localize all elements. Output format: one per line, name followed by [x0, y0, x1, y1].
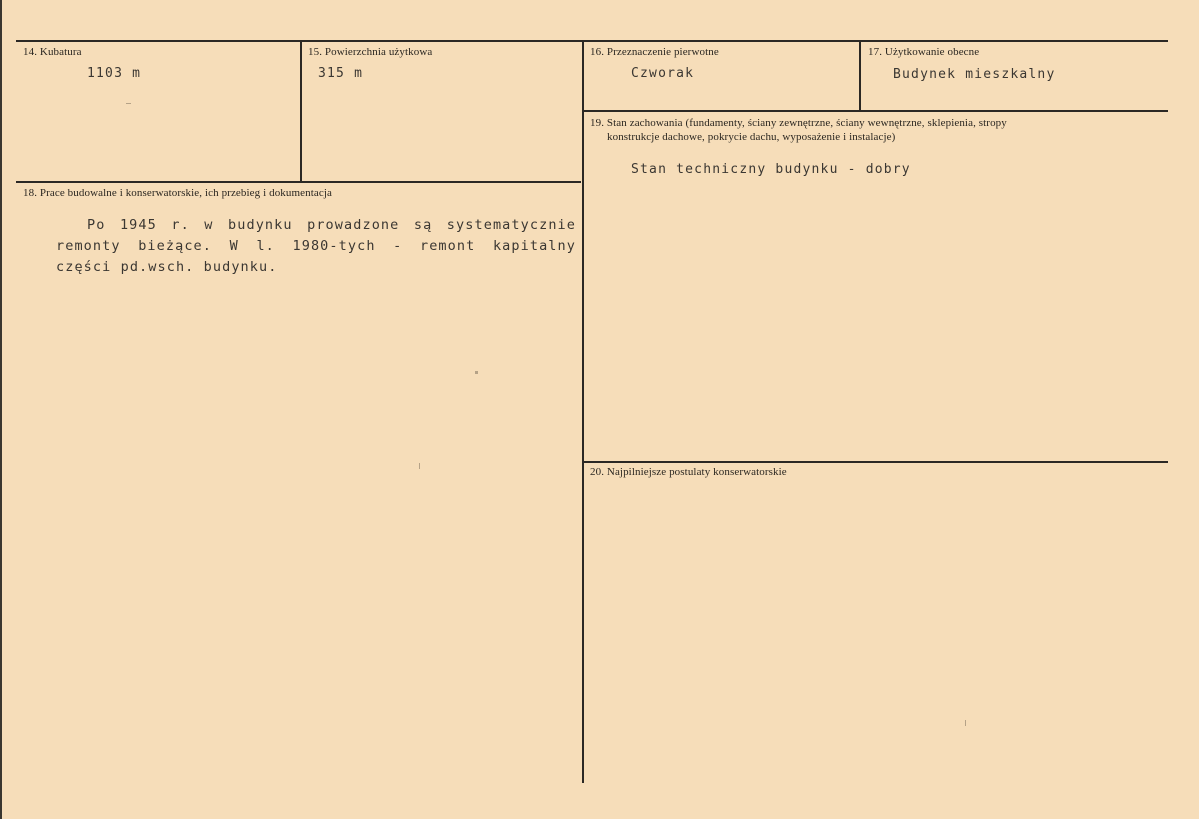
field-18-label: 18. Prace budowalne i konserwatorskie, ich przebieg i dokumentacja — [23, 187, 332, 199]
divider-main — [582, 42, 584, 783]
field-16-label: 16. Przeznaczenie pierwotne — [590, 46, 719, 58]
field-17-label: 17. Użytkowanie obecne — [868, 46, 980, 58]
divider-14-15 — [300, 42, 302, 181]
field-15-label: 15. Powierzchnia użytkowa — [308, 46, 433, 58]
paper-speck — [475, 371, 478, 374]
field-16-value: Czworak — [631, 66, 695, 81]
rule-above-18 — [16, 181, 581, 183]
field-14-value: 1103 m — [87, 66, 142, 81]
field-18-text — [56, 215, 576, 278]
field-19-label-line-1: 19. Stan zachowania (fundamenty, ściany zewnętrzne, ściany wewnętrzne, sklepienia, stropy — [590, 117, 1007, 129]
field-15-value: 315 m — [318, 66, 364, 81]
field-18-line-3: części pd.wsch. budynku. — [56, 259, 278, 275]
field-14-label: 14. Kubatura — [23, 46, 82, 58]
field-18-line-1: Po 1945 r. w budynku prowadzone są systematycznie — [87, 217, 576, 233]
top-rule — [16, 40, 1168, 42]
divider-16-17 — [859, 42, 861, 110]
paper-speck — [419, 463, 420, 469]
paper-speck — [965, 720, 966, 726]
rule-above-19 — [582, 110, 1168, 112]
field-17-value: Budynek mieszkalny — [893, 67, 1056, 82]
paper-speck — [126, 103, 131, 104]
field-20-label: 20. Najpilniejsze postulaty konserwatorskie — [590, 466, 787, 478]
field-18-line-2: remonty bieżące. W l. 1980-tych - remont kapitalny — [56, 238, 576, 254]
field-19-value: Stan techniczny budynku - dobry — [631, 162, 911, 177]
field-19-label-line-2: konstrukcje dachowe, pokrycie dachu, wyposażenie i instalacje) — [607, 131, 896, 143]
rule-above-20 — [582, 461, 1168, 463]
